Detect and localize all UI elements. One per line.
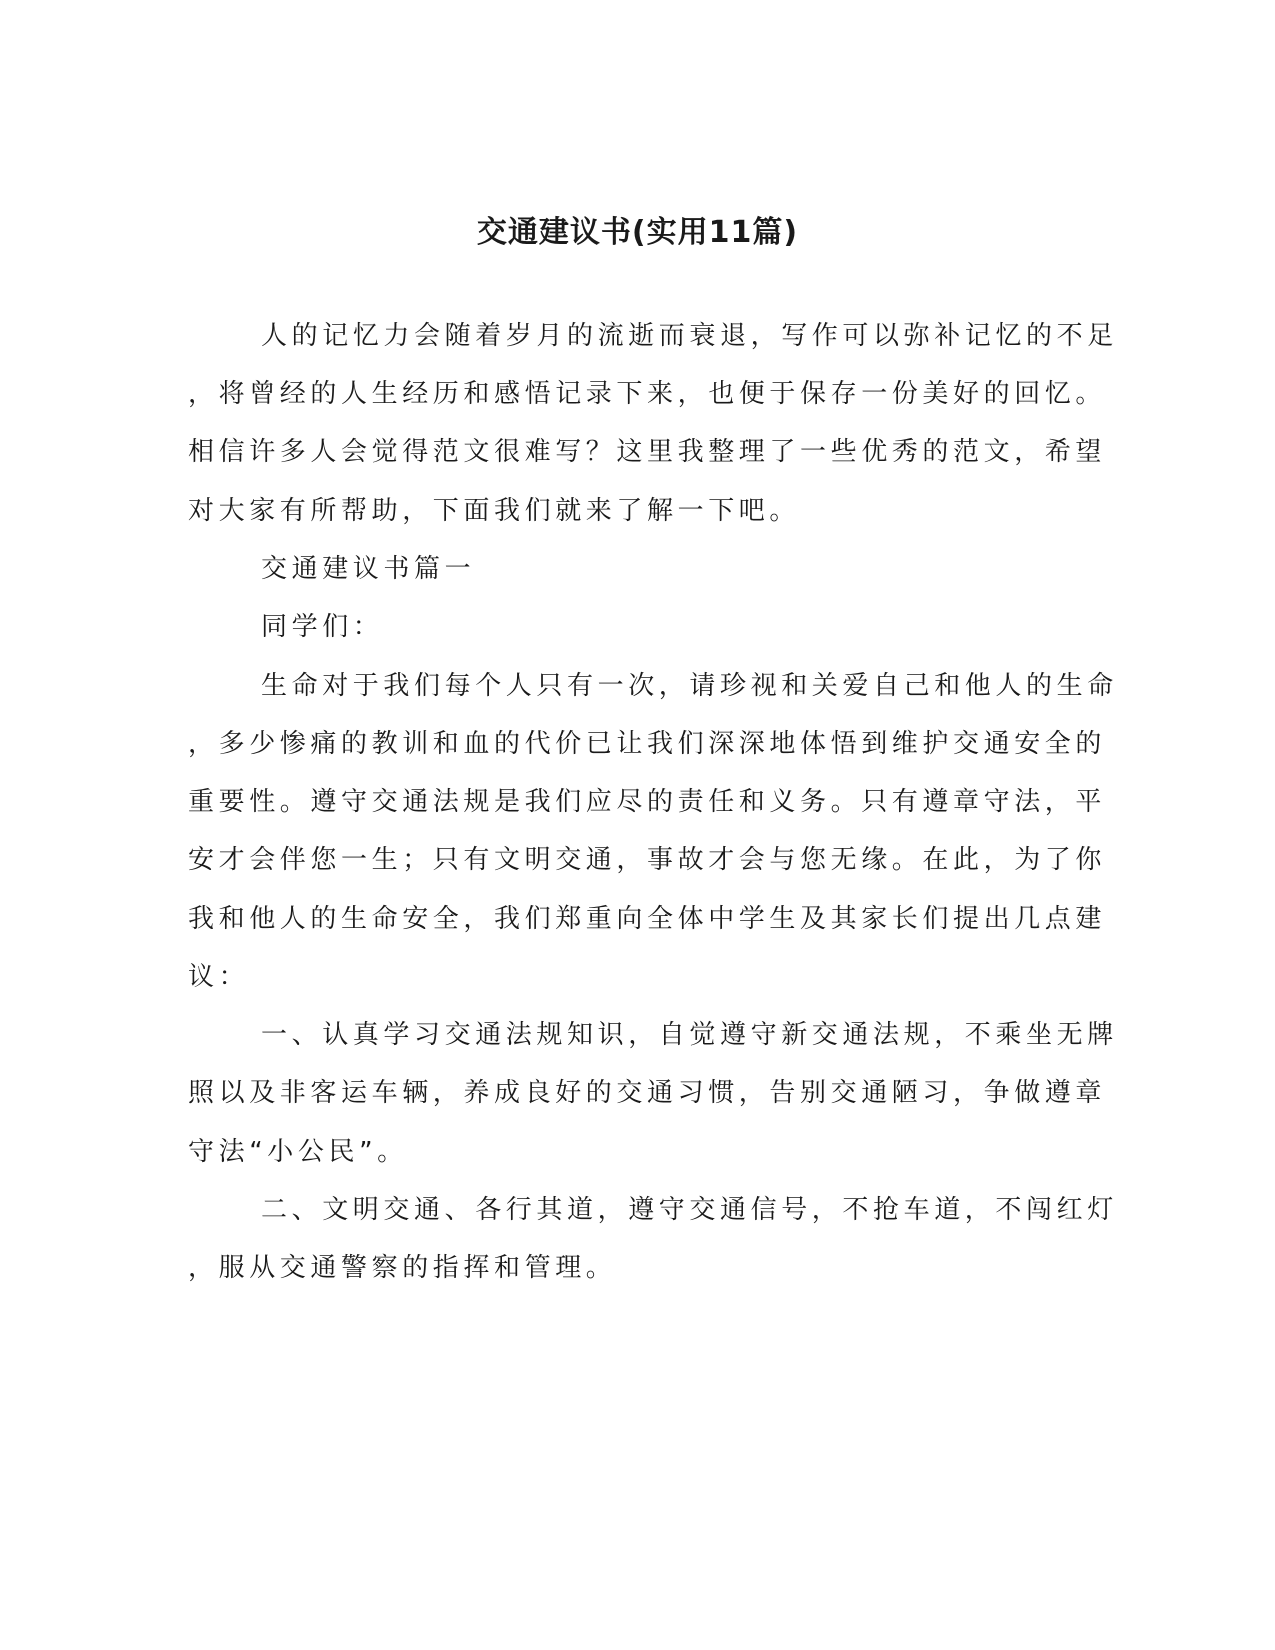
- paragraph-line: 相信许多人会觉得范文很难写？这里我整理了一些优秀的范文，希望: [188, 437, 1107, 467]
- paragraph-line: ，将曾经的人生经历和感悟记录下来，也便于保存一份美好的回忆。: [188, 379, 1107, 409]
- paragraph-line: 二、文明交通、各行其道，遵守交通信号，不抢车道，不闯红灯: [261, 1195, 1118, 1225]
- paragraph-line: ，多少惨痛的教训和血的代价已让我们深深地体悟到维护交通安全的: [188, 729, 1107, 759]
- paragraph-line: 重要性。遵守交通法规是我们应尽的责任和义务。只有遵章守法，平: [188, 787, 1107, 817]
- document-title: 交通建议书(实用11篇): [476, 215, 799, 250]
- paragraph-line: 生命对于我们每个人只有一次，请珍视和关爱自己和他人的生命: [261, 671, 1118, 701]
- section-heading: 交通建议书篇一: [261, 554, 476, 584]
- paragraph-line: 照以及非客运车辆，养成良好的交通习惯，告别交通陋习，争做遵章: [188, 1078, 1107, 1108]
- paragraph-line: 一、认真学习交通法规知识，自觉遵守新交通法规，不乘坐无牌: [261, 1020, 1118, 1050]
- paragraph-line: 守法“小公民”。: [188, 1137, 408, 1167]
- paragraph-line: 我和他人的生命安全，我们郑重向全体中学生及其家长们提出几点建: [188, 904, 1107, 934]
- paragraph-line: 对大家有所帮助，下面我们就来了解一下吧。: [188, 496, 801, 526]
- paragraph-line: 议：: [188, 962, 250, 992]
- paragraph-line: ，服从交通警察的指挥和管理。: [188, 1253, 617, 1283]
- salutation: 同学们：: [261, 612, 384, 642]
- paragraph-line: 安才会伴您一生；只有文明交通，事故才会与您无缘。在此，为了你: [188, 845, 1107, 875]
- paragraph-line: 人的记忆力会随着岁月的流逝而衰退，写作可以弥补记忆的不足: [261, 321, 1118, 351]
